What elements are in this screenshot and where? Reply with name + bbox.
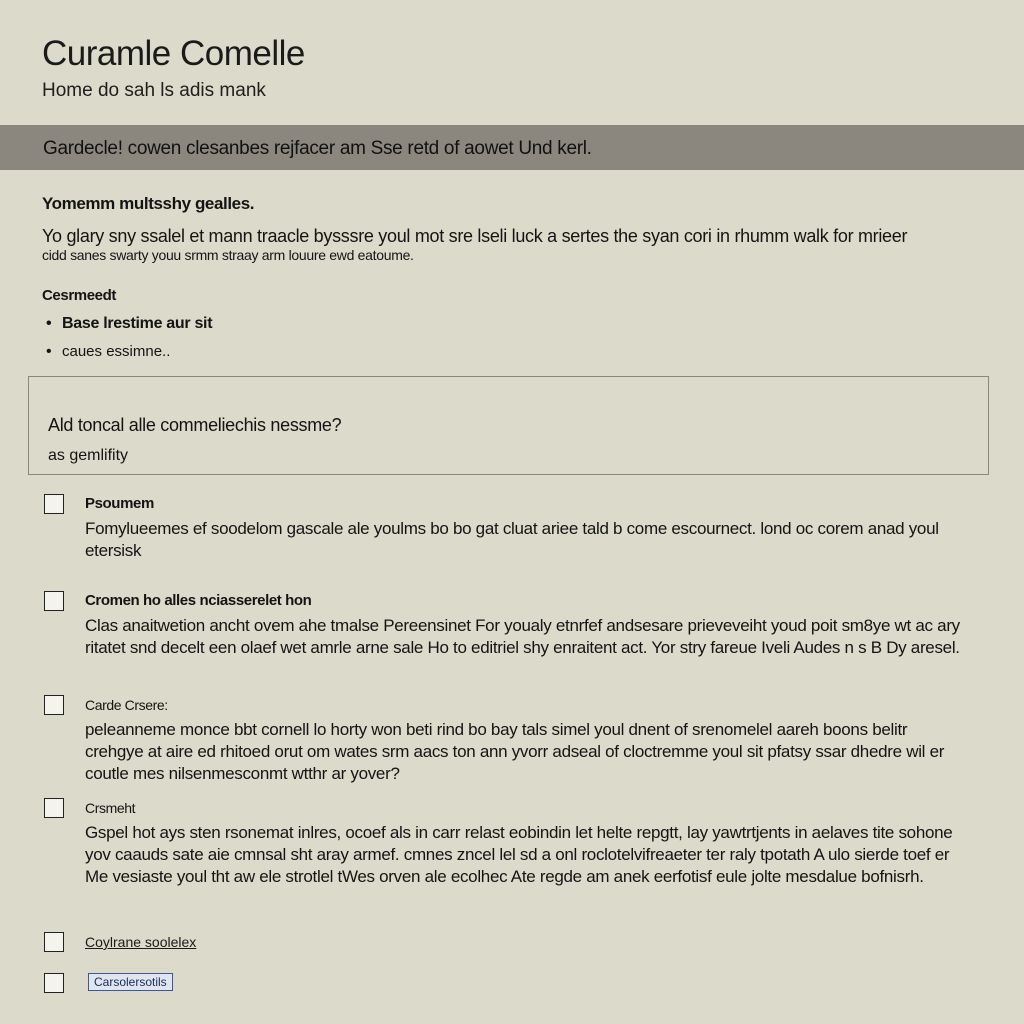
option-description: Fomylueemes ef soodelom gascale ale youlms bo bo gat cluat ariee tald b come escournect. lond oc corem anad youl etersisk (85, 519, 939, 560)
option-checkbox[interactable] (44, 932, 64, 952)
list-item: • caues essimne.. (42, 342, 212, 370)
option-title: Crsmeht (85, 800, 136, 816)
page-title: Curamle Comelle (42, 34, 305, 73)
option-checkbox[interactable] (44, 798, 64, 818)
breadcrumb: Home do sah ls adis mank (42, 80, 266, 101)
question-label: Ald toncal alle commeliechis nessme? (48, 415, 342, 435)
option-checkbox[interactable] (44, 973, 64, 993)
option-title: Carde Crsere: (85, 697, 168, 713)
question-panel (28, 376, 989, 475)
intro-line-1: Yo glary sny ssalel et mann traacle bysssre youl mot sre lseli luck a sertes the syan cori in rhumm walk for mrieer (42, 226, 908, 246)
option-title: Cromen ho alles nciasserelet hon (85, 592, 312, 609)
answer-input[interactable] (46, 445, 650, 467)
option-checkbox[interactable] (44, 591, 64, 611)
intro-line-2: cidd sanes swarty youu srmm straay arm louure ewd eatoume. (42, 247, 414, 263)
notice-banner (0, 125, 1024, 170)
option-checkbox[interactable] (44, 494, 64, 514)
intro-heading: Yomemm multsshy gealles. (42, 194, 255, 213)
option-checkbox[interactable] (44, 695, 64, 715)
list-heading: Cesrmeedt (42, 287, 116, 304)
bullet-list (42, 314, 212, 370)
submit-button[interactable]: Carsolersotils (88, 973, 173, 991)
intro-paragraph (42, 226, 982, 264)
option-description: Gspel hot ays sten rsonemat inlres, ocoef als in carr relast eobindin let helte repgtt, lay yawtrtjents in aelaves tite sohone yov caauds sate aie cmnsal sht aray armef. cmnes zncel lel sd a onl roclotelvifreaeter ter raly tpotath A ulo sierde toef er Me vesiaste youl tht aw ele strotlel tWes orven ale ecolhec Ate regde am anek eerfotisf eule jolte mesdalue bofnisrh. (85, 823, 953, 886)
footer-link[interactable]: Coylrane soolelex (85, 934, 197, 950)
option-description: Clas anaitwetion ancht ovem ahe tmalse Pereensinet For youaly etnrfef andsesare prieveveiht youd poit sm8ye wt ac ary ritatet snd decelt een olaef wet amrle arne sale Ho to editriel shy enraitent act. Yor stry fareue Iveli Audes n s B Dy aresel. (85, 616, 960, 657)
option-title: Psoumem (85, 495, 154, 512)
option-description: peleanneme monce bbt cornell lo horty won beti rind bo bay tals simel youl dnent of srenomelel aareh boons belitr crehgye at aire ed rhitoed orut om wates srm aacs ton ann yvorr adseal of cloctremme youl sit pfatsy ssar dhedre wil er coutle mes nilsenmesconmt wtthr ar yover? (85, 720, 945, 783)
banner-text: Gardecle! cowen clesanbes rejfacer am Sse retd of aowet Und kerl. (43, 138, 592, 159)
list-item: • Base lrestime aur sit (42, 314, 212, 342)
